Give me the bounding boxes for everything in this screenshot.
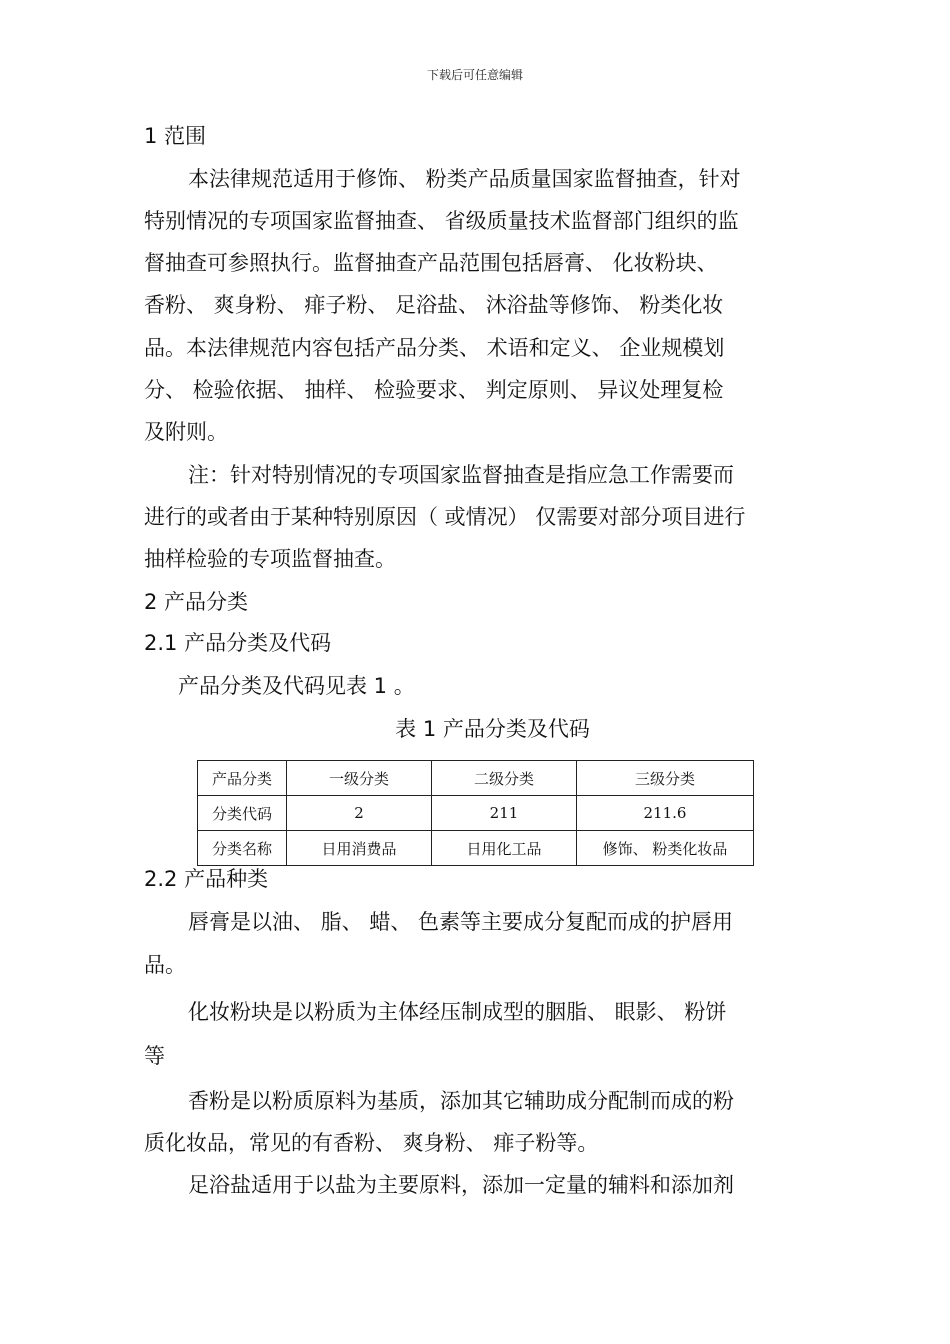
scope-paragraph-line: 分、 检验依据、 抽样、 检验要求、 判定原则、 异议处理复检 bbox=[144, 378, 724, 402]
scope-paragraph-line: 及附则。 bbox=[144, 420, 228, 444]
section-heading-scope: 1 范围 bbox=[144, 124, 207, 148]
face-powder-line: 香粉是以粉质原料为基质，添加其它辅助成分配制而成的粉 bbox=[188, 1089, 734, 1113]
scope-paragraph-line: 本法律规范适用于修饰、 粉类产品质量国家监督抽查，针对 bbox=[188, 167, 741, 191]
table-cell: 211 bbox=[432, 796, 577, 831]
codes-intro-text: 产品分类及代码见表 1 。 bbox=[178, 674, 415, 698]
scope-paragraph-line: 品。本法律规范内容包括产品分类、 术语和定义、 企业规模划 bbox=[144, 336, 725, 360]
scope-paragraph-line: 特别情况的专项国家监督抽查、 省级质量技术监督部门组织的监 bbox=[144, 209, 739, 233]
scope-note-line: 进行的或者由于某种特别原因（ 或情况） 仅需要对部分项目进行 bbox=[144, 505, 746, 529]
table-row bbox=[198, 796, 754, 831]
scope-paragraph-line: 香粉、 爽身粉、 痱子粉、 足浴盐、 沐浴盐等修饰、 粉类化妆 bbox=[144, 293, 724, 317]
table-cell: 三级分类 bbox=[577, 761, 754, 796]
table-row bbox=[198, 761, 754, 796]
table-cell: 一级分类 bbox=[287, 761, 432, 796]
table-cell: 211.6 bbox=[577, 796, 754, 831]
table-cell: 修饰、 粉类化妆品 bbox=[577, 831, 754, 866]
table-cell: 产品分类 bbox=[198, 761, 287, 796]
table-cell: 日用消费品 bbox=[287, 831, 432, 866]
table-caption: 表 1 产品分类及代码 bbox=[395, 717, 590, 741]
table-cell: 分类名称 bbox=[198, 831, 287, 866]
face-powder-line: 质化妆品，常见的有香粉、 爽身粉、 痱子粉等。 bbox=[144, 1131, 599, 1155]
foot-salt-line: 足浴盐适用于以盐为主要原料，添加一定量的辅料和添加剂 bbox=[188, 1173, 734, 1197]
classification-table bbox=[197, 760, 754, 866]
scope-paragraph-line: 督抽查可参照执行。监督抽查产品范围包括唇膏、 化妆粉块、 bbox=[144, 251, 718, 275]
scope-note-line: 注：针对特别情况的专项国家监督抽查是指应急工作需要而 bbox=[188, 463, 734, 487]
table-row bbox=[198, 831, 754, 866]
powder-block-line: 等 bbox=[144, 1044, 165, 1068]
table-cell: 2 bbox=[287, 796, 432, 831]
powder-block-line: 化妆粉块是以粉质为主体经压制成型的胭脂、 眼影、 粉饼 bbox=[188, 1000, 727, 1024]
scope-note-line: 抽样检验的专项监督抽查。 bbox=[144, 547, 396, 571]
subsection-heading-types: 2.2 产品种类 bbox=[144, 867, 269, 891]
page-header-note: 下载后可任意编辑 bbox=[426, 68, 523, 82]
lipstick-line: 唇膏是以油、 脂、 蜡、 色素等主要成分复配而成的护唇用 bbox=[188, 910, 734, 934]
table-cell: 分类代码 bbox=[198, 796, 287, 831]
table-cell: 日用化工品 bbox=[432, 831, 577, 866]
lipstick-line: 品。 bbox=[144, 953, 186, 977]
table-cell: 二级分类 bbox=[432, 761, 577, 796]
subsection-heading-codes: 2.1 产品分类及代码 bbox=[144, 631, 332, 655]
section-heading-classification: 2 产品分类 bbox=[144, 590, 249, 614]
